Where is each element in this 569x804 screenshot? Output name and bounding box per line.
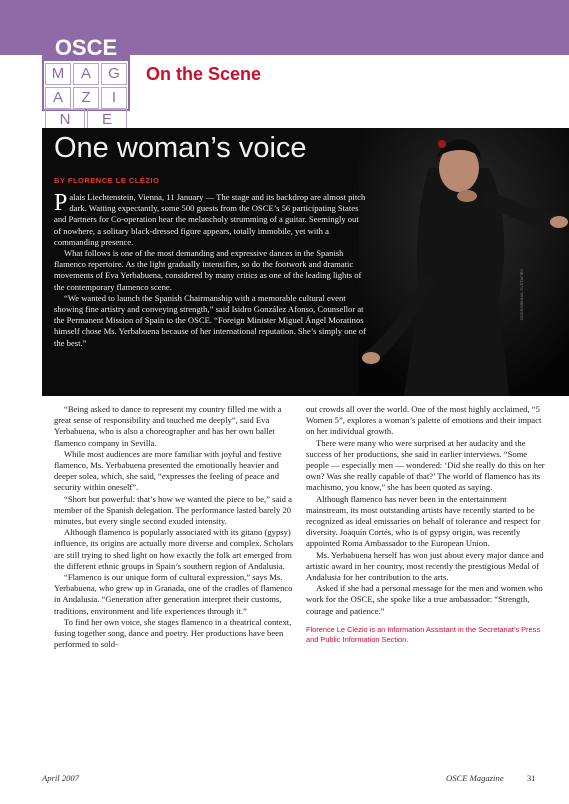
body-paragraph: While most audiences are more familiar with joyful and festive flamenco, Ms. Yerbabuena presented the emotionally heavier and deeper solea, which, she said, “expresses the feeling of peace and security within oneself”. xyxy=(54,448,282,493)
body-paragraph: There were many who were surprised at her audacity and the success of her productions, she said in earlier interviews. “Some people — especially men — wondered: ‘Did she really do this on her own? Was she really capable of that?’ The world of flamenco has its machismo, you know,” she has been quoted as saying. xyxy=(306,437,545,493)
logo-letter: I xyxy=(101,87,127,109)
flamenco-dancer-photo xyxy=(359,128,569,396)
logo-letter: G xyxy=(101,63,127,85)
logo-letter: Z xyxy=(73,87,99,109)
body-paragraph: To find her own voice, she stages flamenco in a theatrical context, fusing together song, dance and poetry. Her productions have been performed to sold- xyxy=(54,616,292,650)
body-paragraph: Although flamenco has never been in the entertainment mainstream, its most outstanding artists have recently started to be recognized as ideal emissaries on behalf of tolerance and respect for diversity. Joaquín Cortés, who is of gypsy origin, was recently appointed Roma Ambassador to the European Union. xyxy=(306,493,541,549)
body-paragraph: “Short but powerful: that’s how we wanted the piece to be,” said a member of the Spanish delegation. The performance lasted barely 20 minutes, but every single second exuded intensity. xyxy=(54,493,292,527)
hero-paragraph: Palais Liechtenstein, Vienna, 11 January — The stage and its backdrop are almost pitch dark. Waiting expectantly, some 500 guests from the OSCE’s 56 participating States and Partners for Co-operation hear the melancholy strumming of a guitar. Seemingly out of nowhere, a solitary black-dressed figure appears, totally immobile, yet with a commanding presence. xyxy=(54,190,366,247)
headline: One woman’s voice xyxy=(54,132,307,164)
logo-letter: N xyxy=(45,109,85,131)
osce-magazine-logo xyxy=(42,33,130,111)
column-left xyxy=(54,404,298,650)
logo-osce-text: OSCE xyxy=(44,35,128,61)
logo-letter: E xyxy=(87,109,127,131)
hero-text xyxy=(54,192,366,349)
byline: BY FLORENCE LE CLÉZIO xyxy=(54,176,160,185)
body-paragraph: Asked if she had a personal message for the men and women who work for the OSCE, she spoke like a true ambassador: “Strength, courage and patience.” xyxy=(306,583,543,616)
logo-row-2 xyxy=(44,63,128,85)
author-note: Florence Le Clézio is an Information Assistant in the Secretariat’s Press and Public Information Section. xyxy=(306,624,541,644)
logo-letter: M xyxy=(45,63,71,85)
logo-row-3 xyxy=(44,87,128,109)
body-paragraph: “Being asked to dance to represent my country filled me with a great sense of responsibility and touched me deeply”, said Eva Yerbabuena, who is also a choreographer and has her own ballet flamenco company in Sevilla. xyxy=(54,404,282,448)
photo-credit: OSCE/MIKHAIL EVSTAFIEV xyxy=(519,268,524,320)
footer-date: April 2007 xyxy=(42,773,80,783)
logo-letter: A xyxy=(45,87,71,109)
body-paragraph: Although flamenco is popularly associated with its gitano (gypsy) influence, its origins are actually more diverse and complex. Scholars are still trying to shed light on how exactly the folk art emerged from the different ethnic groups in Spain’s southern region of Andalusia. xyxy=(54,527,294,571)
section-title: On the Scene xyxy=(146,64,262,84)
footer-publication: OSCE Magazine xyxy=(446,773,504,783)
hero-paragraph: “We wanted to launch the Spanish Chairmanship with a memorable cultural event showing fine artistry and conveying strength,” said Isidro González Afonso, Counsellor at the Permanent Mission of Spain to the OSCE. “Foreign Minister Miguel Ángel Moratinos himself chose Ms. Yerbabuena because of her international reputation. She’s simply one of the best.” xyxy=(54,292,366,348)
drop-cap: P xyxy=(54,190,68,216)
column-right xyxy=(306,404,550,645)
logo-letter: A xyxy=(73,63,99,85)
body-paragraph: out crowds all over the world. One of the most highly acclaimed, “5 Women 5”, explores a woman’s palette of emotions and their impact on her individual growth. xyxy=(306,404,542,437)
body-paragraph: “Flamenco is our unique form of cultural expression,” says Ms. Yerbabuena, who grew up in Granada, one of the cradles of flamenco in Andalusia. “Generation after generation interpret their customs, traditions, environment and life experiences through it.” xyxy=(54,572,293,616)
hero-paragraph: What follows is one of the most demanding and expressive dances in the Spanish flamenco repertoire. As the light gradually intensifies, so do the footwork and dramatic movements of Eva Yerbabuena, considered by many critics as one of the leading lights of the contemporary flamenco scene. xyxy=(54,248,362,292)
body-paragraph: Ms. Yerbabuena herself has won just about every major dance and artistic award in her country, most recently the prestigious Medal of Andalusia for her contribution to the arts. xyxy=(306,549,544,583)
page-number: 31 xyxy=(527,773,536,783)
